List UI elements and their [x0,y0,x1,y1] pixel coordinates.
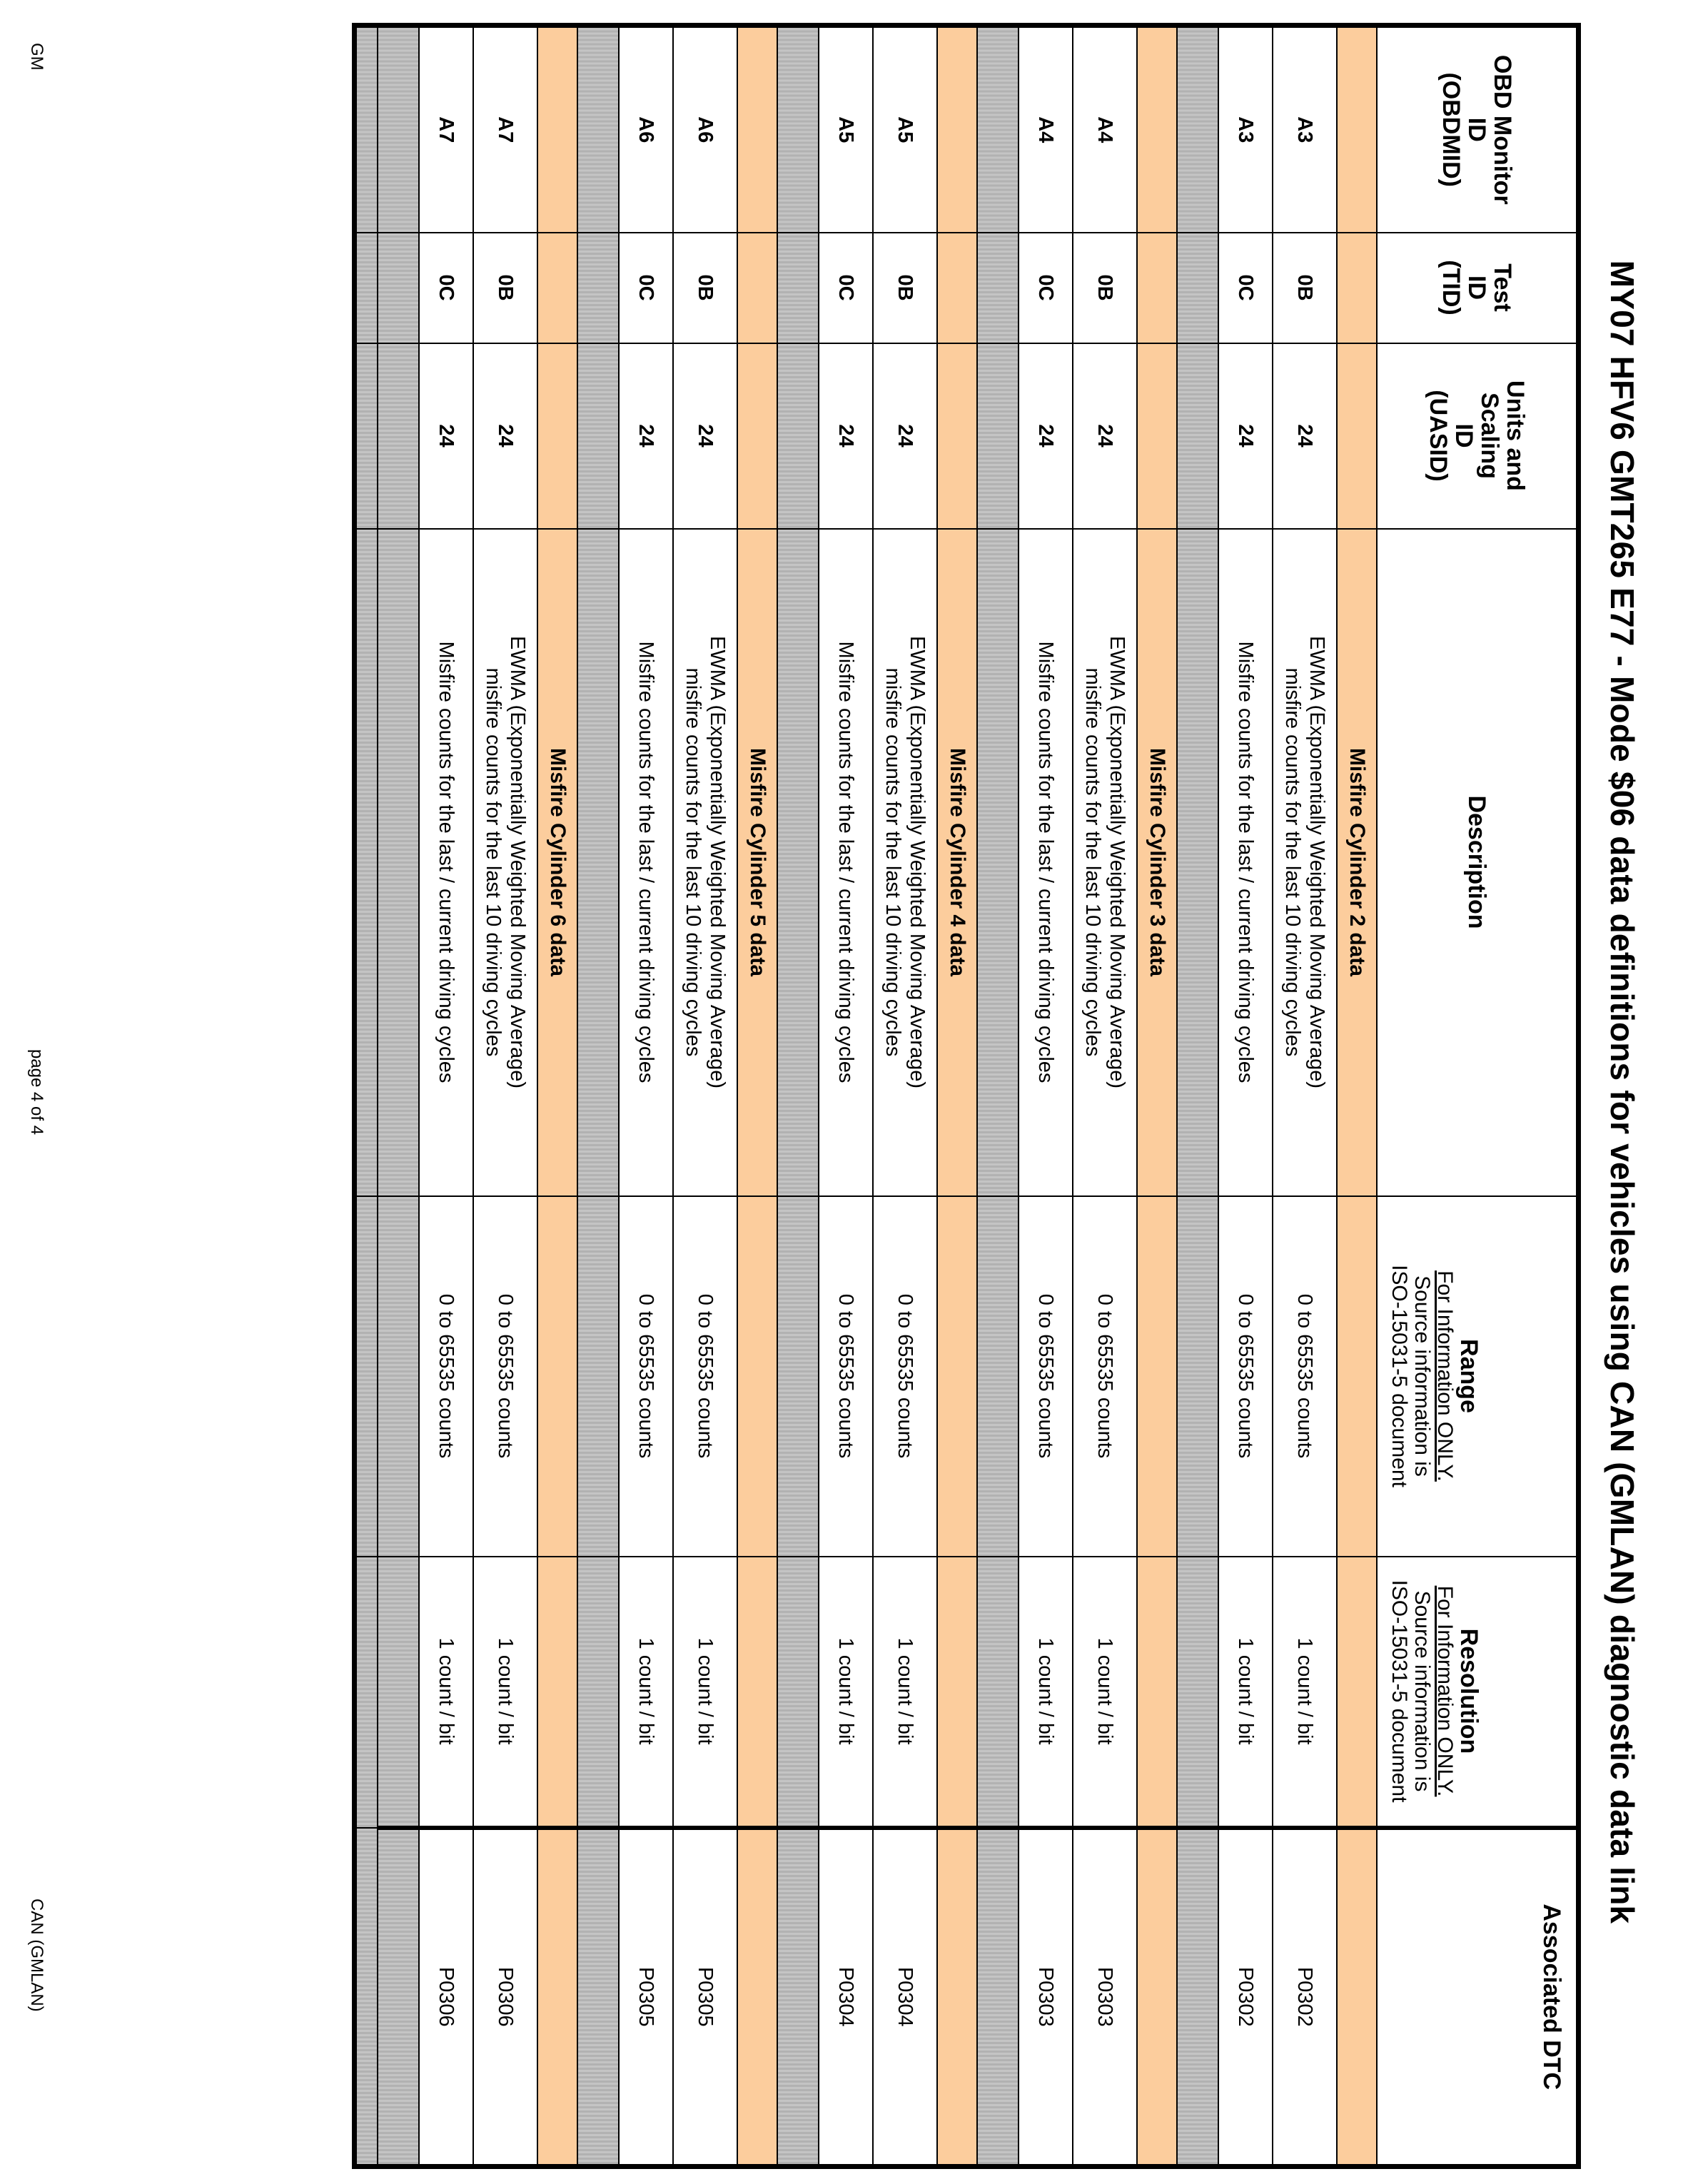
cell-obdmid: A6 [673,26,737,233]
separator-cell [577,529,619,1196]
cell-obdmid: A4 [1073,26,1137,233]
cell-description [819,529,873,1196]
description-line: EWMA (Exponentially Weighted Moving Average) [706,635,729,1089]
section-spacer [937,26,977,233]
cell-obdmid: A3 [1273,26,1337,233]
cell-uasid: 24 [473,343,537,529]
cell-resolution: 1 count / bit [819,1557,873,1828]
cell-resolution: 1 count / bit [1019,1557,1073,1828]
section-spacer [737,1828,777,2167]
section-spacer [1137,343,1177,529]
separator-cell [977,1196,1019,1557]
cell-uasid: 24 [619,343,673,529]
separator-cell [355,343,378,529]
cell-obdmid: A3 [1218,26,1273,233]
cell-description [619,529,673,1196]
table-row [673,26,737,2167]
separator-cell [777,1828,819,2167]
description-line: Misfire counts for the last / current driving cycles [834,641,857,1083]
section-spacer [537,233,577,343]
table-row [473,26,537,2167]
separator-cell [1177,343,1218,529]
cell-dtc: P0303 [1073,1828,1137,2167]
separator-cell [1177,233,1218,343]
separator-cell [355,233,378,343]
header-resolution: Resolution For Information ONLY. Source information is ISO-15031-5 document [1377,1557,1579,1828]
cell-dtc: P0303 [1019,1828,1073,2167]
cell-description [1019,529,1073,1196]
cell-range: 0 to 65535 counts [819,1196,873,1557]
header-row [1377,26,1579,2167]
separator-cell [355,1196,378,1557]
section-spacer [1337,1828,1377,2167]
section-spacer [1137,233,1177,343]
cell-uasid: 24 [819,343,873,529]
cell-resolution: 1 count / bit [473,1557,537,1828]
cell-description [419,529,473,1196]
separator-row [777,26,819,2167]
description-line: misfire counts for the last 10 driving cycles [1081,667,1104,1057]
separator-cell [355,1828,378,2167]
separator-cell [1177,1196,1218,1557]
cell-description [673,529,737,1196]
section-spacer [537,343,577,529]
separator-cell [1177,1828,1218,2167]
separator-cell [977,1557,1019,1828]
cell-tid: 0B [1273,233,1337,343]
separator-cell [378,529,419,1196]
cell-description [1073,529,1137,1196]
cell-tid: 0C [619,233,673,343]
separator-cell [777,1196,819,1557]
cell-dtc: P0305 [673,1828,737,2167]
section-spacer [737,26,777,233]
cell-uasid: 24 [1218,343,1273,529]
cell-tid: 0C [419,233,473,343]
separator-cell [777,26,819,233]
cell-tid: 0B [1073,233,1137,343]
separator-cell [977,233,1019,343]
section-spacer [737,343,777,529]
separator-cell [977,1828,1019,2167]
section-spacer [1137,1557,1177,1828]
section-header-row [537,26,577,2167]
separator-row [355,26,378,2167]
cell-obdmid: A5 [819,26,873,233]
section-spacer [937,1196,977,1557]
separator-cell [577,233,619,343]
cell-uasid: 24 [873,343,937,529]
section-spacer [1337,233,1377,343]
description-line: EWMA (Exponentially Weighted Moving Average) [506,635,529,1089]
cell-resolution: 1 count / bit [619,1557,673,1828]
cell-tid: 0B [673,233,737,343]
cell-tid: 0B [873,233,937,343]
cell-obdmid: A7 [473,26,537,233]
section-spacer [1337,1196,1377,1557]
section-spacer [537,1828,577,2167]
cell-range: 0 to 65535 counts [873,1196,937,1557]
cell-description [873,529,937,1196]
section-spacer [537,1557,577,1828]
separator-cell [1177,529,1218,1196]
separator-cell [1177,26,1218,233]
table-row [873,26,937,2167]
separator-cell [977,529,1019,1196]
cell-dtc: P0306 [473,1828,537,2167]
table-row [419,26,473,2167]
cell-uasid: 24 [1073,343,1137,529]
separator-cell [577,1828,619,2167]
cell-range: 0 to 65535 counts [1019,1196,1073,1557]
section-spacer [937,233,977,343]
description-line: EWMA (Exponentially Weighted Moving Average) [1305,635,1328,1089]
cell-tid: 0C [1218,233,1273,343]
cell-range: 0 to 65535 counts [1073,1196,1137,1557]
description-line: Misfire counts for the last / current driving cycles [1034,641,1057,1083]
section-spacer [737,1557,777,1828]
cell-tid: 0C [1019,233,1073,343]
cell-resolution: 1 count / bit [1073,1557,1137,1828]
description-line: misfire counts for the last 10 driving cycles [1281,667,1304,1057]
section-spacer [937,1557,977,1828]
section-spacer [737,1196,777,1557]
cell-tid: 0B [473,233,537,343]
separator-cell [577,26,619,233]
separator-row [577,26,619,2167]
header-obdmid: OBD Monitor ID (OBDMID) [1377,26,1579,233]
separator-cell [777,343,819,529]
table-row [1273,26,1337,2167]
separator-cell [577,1557,619,1828]
separator-cell [378,26,419,233]
header-description: Description [1377,529,1579,1196]
section-spacer [1137,26,1177,233]
cell-dtc: P0304 [873,1828,937,2167]
section-header-row [1337,26,1377,2167]
header-uasid: Units and Scaling ID (UASID) [1377,343,1579,529]
cell-obdmid: A7 [419,26,473,233]
separator-cell [378,1557,419,1828]
cell-obdmid: A4 [1019,26,1073,233]
separator-row [1177,26,1218,2167]
section-spacer [537,1196,577,1557]
table-row [1218,26,1273,2167]
separator-cell [378,1196,419,1557]
separator-cell [355,1557,378,1828]
cell-uasid: 24 [673,343,737,529]
cell-description [1218,529,1273,1196]
separator-row [977,26,1019,2167]
cell-uasid: 24 [419,343,473,529]
separator-cell [977,26,1019,233]
cell-description [1273,529,1337,1196]
section-spacer [1337,26,1377,233]
table-body [355,26,1378,2167]
section-title: Misfire Cylinder 6 data [537,529,577,1196]
header-range: Range For Information ONLY. Source information is ISO-15031-5 document [1377,1196,1579,1557]
separator-cell [777,1557,819,1828]
description-line: EWMA (Exponentially Weighted Moving Average) [1106,635,1128,1089]
cell-uasid: 24 [1019,343,1073,529]
section-title: Misfire Cylinder 3 data [1137,529,1177,1196]
section-header-row [1137,26,1177,2167]
cell-resolution: 1 count / bit [1273,1557,1337,1828]
separator-cell [355,529,378,1196]
header-tid: Test ID (TID) [1377,233,1579,343]
cell-range: 0 to 65535 counts [673,1196,737,1557]
separator-cell [577,343,619,529]
section-spacer [1137,1196,1177,1557]
description-line: misfire counts for the last 10 driving cycles [682,667,704,1057]
section-spacer [1337,1557,1377,1828]
section-title: Misfire Cylinder 5 data [737,529,777,1196]
separator-cell [977,343,1019,529]
separator-row [378,26,419,2167]
footer-right: CAN (GMLAN) [27,1899,46,2012]
cell-obdmid: A5 [873,26,937,233]
section-spacer [1137,1828,1177,2167]
header-dtc: Associated DTC [1377,1828,1579,2167]
table-row [1073,26,1137,2167]
description-line: misfire counts for the last 10 driving cycles [482,667,505,1057]
cell-dtc: P0302 [1218,1828,1273,2167]
section-spacer [737,233,777,343]
cell-dtc: P0306 [419,1828,473,2167]
separator-cell [577,1196,619,1557]
separator-cell [355,26,378,233]
cell-dtc: P0304 [819,1828,873,2167]
section-title: Misfire Cylinder 4 data [937,529,977,1196]
separator-cell [777,529,819,1196]
description-line: Misfire counts for the last / current driving cycles [635,641,657,1083]
description-line: misfire counts for the last 10 driving cycles [881,667,904,1057]
cell-range: 0 to 65535 counts [1218,1196,1273,1557]
cell-range: 0 to 65535 counts [619,1196,673,1557]
cell-dtc: P0305 [619,1828,673,2167]
section-spacer [1337,343,1377,529]
cell-resolution: 1 count / bit [1218,1557,1273,1828]
cell-range: 0 to 65535 counts [419,1196,473,1557]
section-spacer [537,26,577,233]
section-spacer [937,343,977,529]
separator-cell [777,233,819,343]
section-header-row [737,26,777,2167]
footer-left: GM [27,43,46,71]
table-row [1019,26,1073,2167]
page-title: MY07 HFV6 GMT265 E77 - Mode $06 data definitions for vehicles using CAN (GMLAN) diagnostic data link [1604,260,1641,1924]
cell-uasid: 24 [1273,343,1337,529]
separator-cell [378,1828,419,2167]
footer-page-number: page 4 of 4 [27,1048,46,1136]
description-line: Misfire counts for the last / current driving cycles [1234,641,1257,1083]
cell-description [473,529,537,1196]
section-title: Misfire Cylinder 2 data [1337,529,1377,1196]
cell-range: 0 to 65535 counts [473,1196,537,1557]
cell-tid: 0C [819,233,873,343]
section-spacer [937,1828,977,2167]
table-row [619,26,673,2167]
cell-range: 0 to 65535 counts [1273,1196,1337,1557]
separator-cell [378,343,419,529]
description-line: EWMA (Exponentially Weighted Moving Average) [906,635,929,1089]
cell-obdmid: A6 [619,26,673,233]
table-row [819,26,873,2167]
separator-cell [1177,1557,1218,1828]
cell-resolution: 1 count / bit [673,1557,737,1828]
mode06-table [352,23,1581,2169]
cell-resolution: 1 count / bit [419,1557,473,1828]
cell-resolution: 1 count / bit [873,1557,937,1828]
cell-dtc: P0302 [1273,1828,1337,2167]
description-line: Misfire counts for the last / current driving cycles [435,641,458,1083]
section-header-row [937,26,977,2167]
separator-cell [378,233,419,343]
